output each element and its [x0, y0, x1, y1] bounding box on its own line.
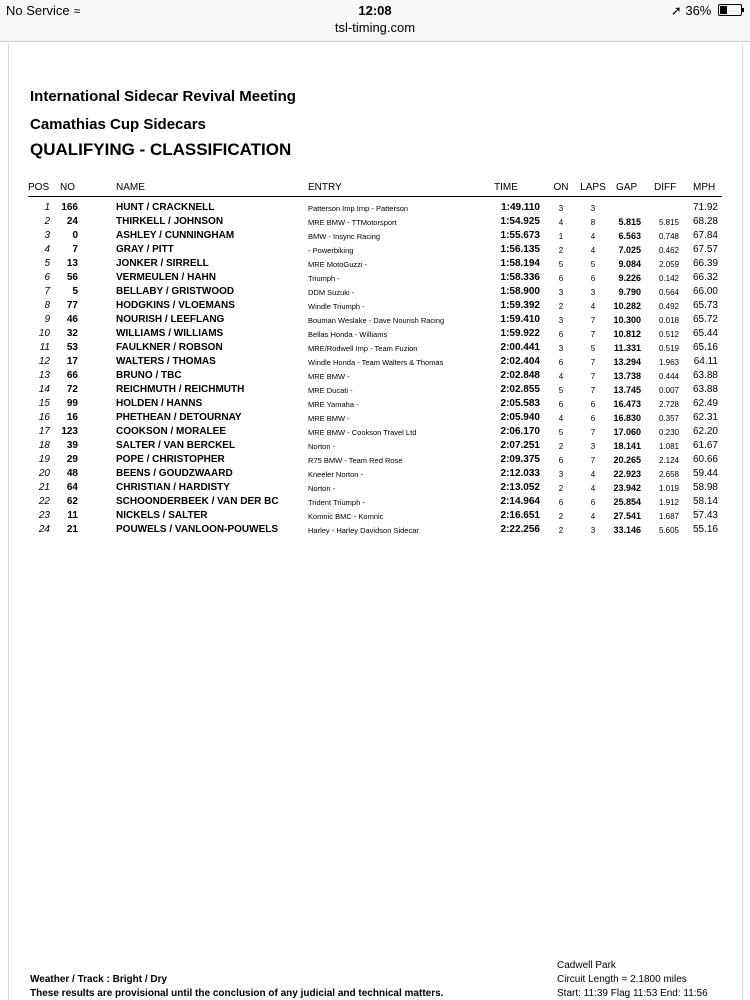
- cell-pos: 7: [44, 286, 50, 297]
- cell-pos: 16: [38, 412, 50, 423]
- cell-name: ASHLEY / CUNNINGHAM: [116, 230, 235, 241]
- status-divider: [0, 41, 750, 42]
- cell-no: 72: [66, 384, 78, 395]
- cell-no: 66: [66, 370, 78, 381]
- cell-laps: 4: [590, 232, 596, 241]
- cell-entry: - Powerbiking: [308, 246, 354, 255]
- cell-laps: 6: [590, 400, 596, 409]
- cell-gap: 9.226: [618, 273, 641, 283]
- cell-gap: 22.923: [613, 469, 641, 479]
- cell-time: 1:55.673: [500, 230, 540, 241]
- cell-no: 21: [66, 524, 78, 535]
- cell-pos: 12: [38, 356, 50, 367]
- cell-time: 2:09.375: [500, 454, 540, 465]
- cell-time: 1:59.392: [500, 300, 540, 311]
- cell-on: 5: [558, 428, 564, 437]
- cell-time: 1:54.925: [500, 216, 540, 227]
- address-bar-url[interactable]: tsl-timing.com: [334, 20, 416, 35]
- cell-name: BRUNO / TBC: [116, 370, 182, 381]
- battery-fill: [720, 6, 727, 14]
- circuit-length: Circuit Length = 2.1800 miles: [557, 974, 687, 985]
- cell-entry: Bellas Honda - Williams: [308, 330, 388, 339]
- cell-diff: 1.019: [658, 484, 679, 493]
- cell-time: 1:56.135: [500, 244, 540, 255]
- cell-on: 5: [558, 386, 564, 395]
- cell-entry: MRE BMW -: [308, 414, 350, 423]
- cell-no: 16: [66, 412, 78, 423]
- cell-time: 1:59.410: [500, 314, 540, 325]
- cell-time: 2:02.848: [500, 370, 540, 381]
- cell-on: 6: [558, 498, 564, 507]
- cell-entry: MRE BMW - TTMotorsport: [308, 218, 397, 227]
- cell-time: 2:05.583: [500, 398, 540, 409]
- cell-on: 3: [558, 316, 564, 325]
- cell-diff: 2.059: [658, 260, 679, 269]
- cell-on: 3: [558, 288, 564, 297]
- table-row: [0, 425, 750, 439]
- cell-diff: 0.564: [658, 288, 679, 297]
- cell-laps: 6: [590, 274, 596, 283]
- cell-on: 6: [558, 400, 564, 409]
- carrier-label: No Service: [6, 3, 70, 18]
- cell-entry: Trident Triumph -: [308, 498, 365, 507]
- cell-on: 2: [558, 302, 564, 311]
- cell-mph: 63.88: [692, 370, 718, 381]
- cell-mph: 62.49: [692, 398, 718, 409]
- cell-laps: 7: [590, 386, 596, 395]
- cell-laps: 7: [590, 316, 596, 325]
- cell-laps: 4: [590, 470, 596, 479]
- cell-entry: DDM Suzuki -: [308, 288, 355, 297]
- cell-diff: 2.124: [658, 456, 679, 465]
- cell-mph: 58.98: [692, 482, 718, 493]
- cell-laps: 7: [590, 330, 596, 339]
- table-row: [0, 355, 750, 369]
- header-laps: LAPS: [580, 182, 606, 193]
- cell-time: 2:07.251: [500, 440, 540, 451]
- header-entry: ENTRY: [308, 182, 342, 193]
- cell-pos: 2: [44, 216, 50, 227]
- header-on: ON: [553, 182, 569, 193]
- cell-diff: 0.142: [658, 274, 679, 283]
- cell-no: 62: [66, 496, 78, 507]
- cell-pos: 21: [38, 482, 50, 493]
- cell-diff: 0.519: [658, 344, 679, 353]
- cell-gap: 11.331: [613, 343, 641, 353]
- cell-no: 29: [66, 454, 78, 465]
- cell-no: 99: [66, 398, 78, 409]
- cell-on: 1: [558, 232, 564, 241]
- cell-entry: Norton -: [308, 442, 336, 451]
- cell-gap: 18.141: [613, 441, 641, 451]
- cell-laps: 6: [590, 414, 596, 423]
- cell-time: 1:58.900: [500, 286, 540, 297]
- cell-laps: 3: [590, 288, 596, 297]
- cell-time: 2:00.441: [500, 342, 540, 353]
- cell-no: 123: [61, 426, 78, 437]
- cell-entry: Bouman Weslake - Dave Nourish Racing: [308, 316, 445, 325]
- cell-gap: 16.830: [613, 413, 641, 423]
- table-row: [0, 439, 750, 453]
- cell-name: CHRISTIAN / HARDISTY: [116, 482, 230, 493]
- cell-name: REICHMUTH / REICHMUTH: [116, 384, 245, 395]
- cell-entry: BMW - Insync Racing: [308, 232, 381, 241]
- cell-pos: 8: [44, 300, 50, 311]
- cell-diff: 0.512: [658, 330, 679, 339]
- cell-diff: 0.018: [658, 316, 679, 325]
- cell-time: 2:13.052: [500, 482, 540, 493]
- cell-name: HUNT / CRACKNELL: [116, 202, 215, 213]
- cell-mph: 66.00: [692, 286, 718, 297]
- cell-mph: 64.11: [693, 356, 718, 367]
- cell-entry: MRE/Rodwell Imp - Team Fuzion: [308, 344, 418, 353]
- cell-name: NICKELS / SALTER: [116, 510, 208, 521]
- cell-no: 11: [67, 510, 78, 521]
- table-row: [0, 243, 750, 257]
- cell-time: 1:58.336: [500, 272, 540, 283]
- session-times: Start: 11:39 Flag 11:53 End: 11:56: [557, 988, 708, 999]
- header-diff: DIFF: [654, 182, 677, 193]
- cell-name: POUWELS / VANLOON-POUWELS: [116, 524, 279, 535]
- cell-on: 2: [558, 442, 564, 451]
- table-row: [0, 509, 750, 523]
- cell-gap: 16.473: [613, 399, 641, 409]
- cell-time: 2:05.940: [500, 412, 540, 423]
- cell-gap: 10.300: [613, 315, 641, 325]
- cell-diff: 0.492: [658, 302, 679, 311]
- table-row: [0, 299, 750, 313]
- cell-entry: Harley - Harley Davidson Sidecar: [308, 526, 419, 535]
- cell-mph: 65.73: [692, 300, 718, 311]
- cell-on: 6: [558, 358, 564, 367]
- cell-mph: 62.31: [692, 412, 718, 423]
- cell-pos: 3: [44, 230, 50, 241]
- table-row: [0, 383, 750, 397]
- cell-name: SALTER / VAN BERCKEL: [116, 440, 236, 451]
- cell-pos: 19: [38, 454, 50, 465]
- battery-status: [671, 3, 742, 19]
- cell-name: VERMEULEN / HAHN: [116, 272, 217, 283]
- cell-diff: 5.815: [658, 218, 679, 227]
- table-row: [0, 495, 750, 509]
- table-row: [0, 313, 750, 327]
- cell-laps: 7: [590, 372, 596, 381]
- results-table-body: [0, 201, 750, 537]
- battery-percent: 36%: [685, 3, 712, 18]
- cell-gap: 13.738: [613, 371, 641, 381]
- cell-no: 13: [66, 258, 78, 269]
- cell-gap: 23.942: [613, 483, 641, 493]
- cell-gap: 9.084: [618, 259, 641, 269]
- cell-laps: 4: [590, 246, 596, 255]
- table-row: [0, 341, 750, 355]
- table-header: [0, 182, 750, 196]
- cell-pos: 18: [38, 440, 50, 451]
- clock: 12:08: [358, 3, 392, 18]
- table-row: [0, 467, 750, 481]
- header-rule: [28, 196, 722, 197]
- cell-entry: Triumph -: [308, 274, 340, 283]
- cell-gap: 10.282: [613, 301, 641, 311]
- header-pos: POS: [28, 182, 50, 193]
- table-row: [0, 523, 750, 537]
- cell-entry: MRE Ducati -: [308, 386, 353, 395]
- cell-no: 77: [66, 300, 78, 311]
- cell-no: 46: [66, 314, 78, 325]
- cell-diff: 0.462: [658, 246, 679, 255]
- cell-laps: 6: [590, 498, 596, 507]
- cell-entry: MRE BMW -: [308, 372, 350, 381]
- cell-name: BEENS / GOUDZWAARD: [116, 468, 233, 479]
- cell-no: 56: [66, 272, 78, 283]
- cell-pos: 23: [38, 510, 50, 521]
- cell-on: 6: [558, 330, 564, 339]
- cell-laps: 4: [590, 302, 596, 311]
- cell-mph: 65.44: [692, 328, 718, 339]
- cell-mph: 67.57: [692, 244, 718, 255]
- cell-pos: 9: [44, 314, 50, 325]
- table-row: [0, 271, 750, 285]
- cell-mph: 66.39: [692, 258, 718, 269]
- cell-mph: 61.67: [692, 440, 718, 451]
- table-row: [0, 453, 750, 467]
- cell-pos: 13: [38, 370, 50, 381]
- cell-pos: 6: [44, 272, 50, 283]
- cell-on: 6: [558, 456, 564, 465]
- cell-gap: 33.146: [613, 525, 641, 535]
- cell-entry: Windle Triumph -: [308, 302, 365, 311]
- cell-name: FAULKNER / ROBSON: [116, 342, 223, 353]
- cell-on: 4: [558, 414, 564, 423]
- cell-no: 17: [66, 356, 78, 367]
- cell-pos: 17: [38, 426, 50, 437]
- table-row: [0, 285, 750, 299]
- table-row: [0, 397, 750, 411]
- cell-laps: 8: [590, 218, 596, 227]
- cell-time: 2:12.033: [500, 468, 540, 479]
- cell-time: 2:02.855: [500, 384, 540, 395]
- cell-no: 48: [66, 468, 78, 479]
- cell-pos: 4: [44, 244, 50, 255]
- cell-entry: MRE Yamaha -: [308, 400, 359, 409]
- wifi-icon: ≈: [73, 4, 81, 18]
- cell-gap: 7.025: [618, 245, 641, 255]
- cell-gap: 10.812: [613, 329, 641, 339]
- session-title: QUALIFYING - CLASSIFICATION: [30, 140, 292, 159]
- cell-time: 1:58.194: [500, 258, 540, 269]
- cell-laps: 5: [590, 260, 596, 269]
- cell-diff: 2.728: [658, 400, 679, 409]
- table-row: [0, 411, 750, 425]
- cell-time: 1:49.110: [501, 202, 540, 213]
- cell-entry: Kneeler Norton -: [308, 470, 364, 479]
- cell-time: 2:06.170: [500, 426, 540, 437]
- cell-diff: 2.658: [658, 470, 679, 479]
- header-no: NO: [60, 182, 75, 193]
- cell-entry: Komnic BMC - Komnic: [308, 512, 384, 521]
- location-arrow-icon: ➚: [670, 3, 682, 18]
- cell-on: 2: [558, 246, 564, 255]
- cell-entry: Patterson Imp Imp - Patterson: [308, 204, 409, 213]
- table-row: [0, 481, 750, 495]
- cell-on: 2: [558, 526, 564, 535]
- header-name: NAME: [116, 182, 145, 193]
- cell-on: 5: [558, 260, 564, 269]
- cell-name: HODGKINS / VLOEMANS: [116, 300, 235, 311]
- cell-pos: 24: [38, 524, 50, 535]
- cell-pos: 10: [38, 328, 50, 339]
- cell-mph: 57.43: [692, 510, 718, 521]
- cell-name: PHETHEAN / DETOURNAY: [116, 412, 242, 423]
- cell-pos: 1: [44, 202, 50, 213]
- cell-entry: Norton -: [308, 484, 336, 493]
- cell-time: 1:59.922: [500, 328, 540, 339]
- cell-pos: 20: [38, 468, 50, 479]
- cell-laps: 3: [590, 204, 596, 213]
- cell-mph: 62.20: [692, 426, 718, 437]
- cell-on: 4: [558, 372, 564, 381]
- cell-laps: 3: [590, 442, 596, 451]
- cell-laps: 7: [590, 456, 596, 465]
- cell-diff: 0.444: [658, 372, 679, 381]
- cell-entry: MRE MotoGuzzi -: [308, 260, 368, 269]
- cell-name: JONKER / SIRRELL: [116, 258, 209, 269]
- cell-pos: 5: [44, 258, 50, 269]
- cell-name: BELLABY / GRISTWOOD: [116, 286, 235, 297]
- cell-gap: 13.745: [613, 385, 641, 395]
- cell-mph: 68.28: [692, 216, 718, 227]
- cell-name: GRAY / PITT: [116, 244, 174, 255]
- cell-diff: 1.912: [658, 498, 679, 507]
- provisional-notice: These results are provisional until the conclusion of any judicial and technical matters.: [30, 988, 444, 999]
- cell-pos: 15: [38, 398, 50, 409]
- cell-laps: 7: [590, 428, 596, 437]
- cell-mph: 66.32: [692, 272, 718, 283]
- cell-no: 53: [66, 342, 78, 353]
- cell-laps: 4: [590, 512, 596, 521]
- cell-on: 3: [558, 470, 564, 479]
- cell-gap: 6.563: [618, 231, 641, 241]
- cell-no: 166: [61, 202, 78, 213]
- header-mph: MPH: [693, 182, 716, 193]
- cell-gap: 9.790: [618, 287, 641, 297]
- cell-mph: 65.16: [692, 342, 718, 353]
- cell-time: 2:22.256: [500, 524, 540, 535]
- table-row: [0, 327, 750, 341]
- cell-time: 2:14.964: [500, 496, 540, 507]
- cell-entry: Windle Honda - Team Walters & Thomas: [308, 358, 444, 367]
- table-row: [0, 201, 750, 215]
- cell-mph: 63.88: [692, 384, 718, 395]
- cell-name: POPE / CHRISTOPHER: [116, 454, 225, 465]
- cell-diff: 1.963: [658, 358, 679, 367]
- cell-entry: MRE BMW - Cookson Travel Ltd: [308, 428, 417, 437]
- cell-on: 4: [558, 218, 564, 227]
- header-time: TIME: [494, 182, 518, 193]
- table-row: [0, 229, 750, 243]
- cell-no: 24: [66, 216, 78, 227]
- cell-laps: 7: [590, 358, 596, 367]
- cell-on: 3: [558, 344, 564, 353]
- table-row: [0, 215, 750, 229]
- cell-on: 2: [558, 512, 564, 521]
- status-bar: [0, 0, 750, 42]
- cell-diff: 0.007: [658, 386, 679, 395]
- circuit-name: Cadwell Park: [557, 960, 616, 971]
- cell-mph: 71.92: [692, 202, 718, 213]
- cell-no: 5: [72, 286, 78, 297]
- cell-gap: 17.060: [613, 427, 641, 437]
- cell-diff: 0.748: [658, 232, 679, 241]
- cell-name: HOLDEN / HANNS: [116, 398, 203, 409]
- cell-time: 2:02.404: [500, 356, 540, 367]
- cell-on: 2: [558, 484, 564, 493]
- cell-diff: 0.230: [658, 428, 679, 437]
- weather-info: Weather / Track : Bright / Dry: [30, 974, 168, 985]
- cell-laps: 4: [590, 484, 596, 493]
- cell-gap: 13.294: [613, 357, 641, 367]
- table-row: [0, 257, 750, 271]
- cell-mph: 58.14: [692, 496, 718, 507]
- cell-mph: 59.44: [692, 468, 718, 479]
- cell-laps: 3: [590, 526, 596, 535]
- cell-no: 64: [66, 482, 78, 493]
- cell-mph: 55.16: [692, 524, 718, 535]
- table-row: [0, 369, 750, 383]
- cell-name: WALTERS / THOMAS: [116, 356, 216, 367]
- cell-name: COOKSON / MORALEE: [116, 426, 227, 437]
- cell-diff: 1.687: [658, 512, 679, 521]
- cell-diff: 0.357: [658, 414, 679, 423]
- cell-gap: 5.815: [618, 217, 641, 227]
- cell-gap: 27.541: [613, 511, 641, 521]
- cell-pos: 14: [38, 384, 50, 395]
- cell-gap: 25.854: [613, 497, 641, 507]
- cell-mph: 67.84: [692, 230, 718, 241]
- header-gap: GAP: [616, 182, 638, 193]
- cell-no: 7: [72, 244, 78, 255]
- battery-icon: [718, 4, 742, 16]
- meeting-title: International Sidecar Revival Meeting: [30, 88, 296, 105]
- cell-diff: 5.605: [658, 526, 679, 535]
- cell-time: 2:16.651: [500, 510, 540, 521]
- cell-on: 6: [558, 274, 564, 283]
- cell-no: 0: [72, 230, 78, 241]
- class-title: Camathias Cup Sidecars: [30, 116, 206, 133]
- cell-mph: 65.72: [692, 314, 718, 325]
- cell-laps: 5: [590, 344, 596, 353]
- cell-gap: 20.265: [613, 455, 641, 465]
- cell-diff: 1.081: [658, 442, 679, 451]
- cell-entry: R75 BMW - Team Red Rose: [308, 456, 403, 465]
- cell-name: NOURISH / LEEFLANG: [116, 314, 225, 325]
- cell-pos: 11: [39, 342, 50, 353]
- cell-no: 32: [66, 328, 78, 339]
- cell-no: 39: [66, 440, 78, 451]
- cell-name: SCHOONDERBEEK / VAN DER BC: [116, 496, 279, 507]
- cell-name: THIRKELL / JOHNSON: [116, 216, 224, 227]
- cell-on: 3: [558, 204, 564, 213]
- cell-mph: 60.66: [692, 454, 718, 465]
- cell-pos: 22: [38, 496, 50, 507]
- cell-name: WILLIAMS / WILLIAMS: [116, 328, 224, 339]
